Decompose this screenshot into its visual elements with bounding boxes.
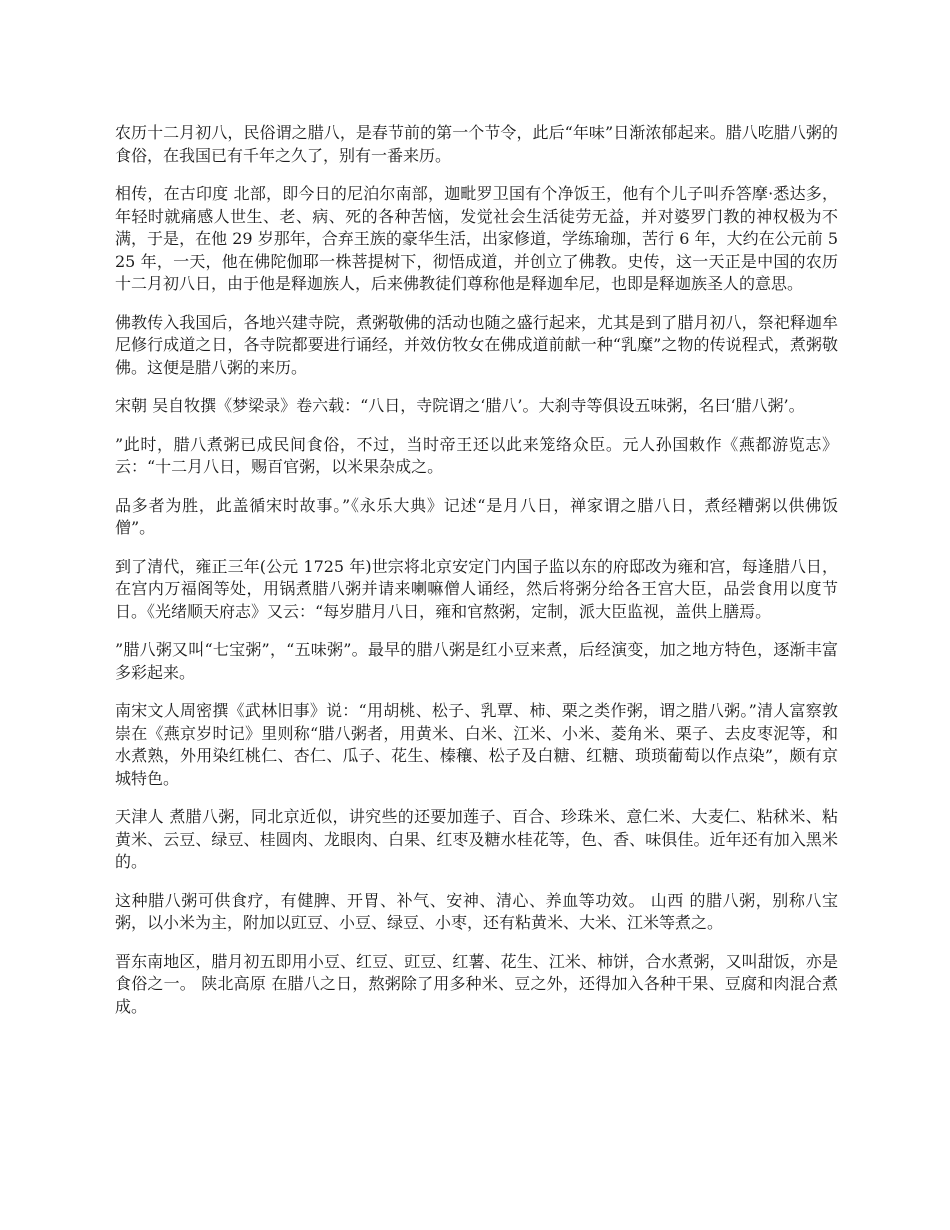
paragraph-8: ”腊八粥又叫“七宝粥”，“五味粥”。最早的腊八粥是红小豆来煮，后经演变，加之地方特色，逐渐丰富多彩起来。 bbox=[115, 640, 838, 682]
paragraph-10: 天津人 煮腊八粥，同北京近似，讲究些的还要加莲子、百合、珍珠米、意仁米、大麦仁、粘秫米、粘黄米、云豆、绿豆、桂圆肉、龙眼肉、白果、红枣及糖水桂花等，色、香、味俱佳。近年还有加入黑米的。 bbox=[115, 807, 838, 871]
paragraph-5: ”此时，腊八煮粥已成民间食俗，不过，当时帝王还以此来笼络众臣。元人孙国敕作《燕都游览志》云：“十二月八日，赐百官粥，以米果杂成之。 bbox=[115, 434, 838, 476]
paragraph-6: 品多者为胜，此盖循宋时故事。”《永乐大典》记述“是月八日，禅家谓之腊八日，煮经糟粥以供佛饭僧”。 bbox=[115, 495, 838, 537]
paragraph-4: 宋朝 吴自牧撰《梦梁录》卷六载：“八日，寺院谓之‘腊八’。大刹寺等俱设五味粥，名曰‘腊八粥’。 bbox=[115, 396, 805, 415]
paragraph-11: 这种腊八粥可供食疗，有健脾、开胃、补气、安神、清心、养血等功效。 山西 的腊八粥，别称八宝粥，以小米为主，附加以豇豆、小豆、绿豆、小枣，还有粘黄米、大米、江米等煮之。 bbox=[115, 890, 838, 932]
paragraph-3: 佛教传入我国后，各地兴建寺院，煮粥敬佛的活动也随之盛行起来，尤其是到了腊月初八，祭祀释迦牟尼修行成道之日，各寺院都要进行诵经，并效仿牧女在佛成道前献一种“乳糜”之物的传说程式，煮粥敬佛。这便是腊八粥的来历。 bbox=[115, 312, 838, 377]
paragraph-12: 晋东南地区，腊月初五即用小豆、红豆、豇豆、红薯、花生、江米、柿饼，合水煮粥，又叫甜饭，亦是食俗之一。 陕北高原 在腊八之日，熬粥除了用多种米、豆之外，还得加入各种干果、豆腐和肉混合煮成。 bbox=[115, 951, 838, 1016]
paragraph-9: 南宋文人周密撰《武林旧事》说：“用胡桃、松子、乳覃、柿、栗之类作粥，谓之腊八粥。”清人富察敦崇在《燕京岁时记》里则称“腊八粥者，用黄米、白米、江米、小米、菱角米、栗子、去皮枣泥等，和水煮熟，外用染红桃仁、杏仁、瓜子、花生、榛穰、松子及白糖、红糖、琐琐葡萄以作点染”，颇有京城特色。 bbox=[115, 701, 838, 788]
paragraph-7: 到了清代，雍正三年(公元 1725 年)世宗将北京安定门内国子监以东的府邸改为雍和宫，每逢腊八日，在宫内万福阁等处，用锅煮腊八粥并请来喇嘛僧人诵经，然后将粥分给各王宫大臣，品尝食用以度节日。《光绪顺天府志》又云：“每岁腊月八日，雍和官熬粥，定制，派大臣监视，盖供上膳焉。 bbox=[115, 556, 838, 621]
paragraph-1: 农历十二月初八，民俗谓之腊八，是春节前的第一个节令，此后“年味”日渐浓郁起来。腊八吃腊八粥的食俗，在我国已有千年之久了，别有一番来历。 bbox=[115, 123, 838, 165]
paragraph-2: 相传，在古印度 北部，即今日的尼泊尔南部，迦毗罗卫国有个净饭王，他有个儿子叫乔答摩·悉达多，年轻时就痛感人世生、老、病、死的各种苦恼，发觉社会生活徒劳无益，并对婆罗门教的神权极为不满，于是，在他 29 岁那年，合弃王族的豪华生活，出家修道，学练瑜珈，苦行 6 年，大约在公元前 525 年，一天，他在佛陀伽耶一株菩提树下，彻悟成道，并创立了佛教。史传，这一天正是中国的农历十二月初八日，由于他是释迦族人，后来佛教徒们尊称他是释迦牟尼，也即是释迦族圣人的意思。 bbox=[115, 184, 838, 293]
